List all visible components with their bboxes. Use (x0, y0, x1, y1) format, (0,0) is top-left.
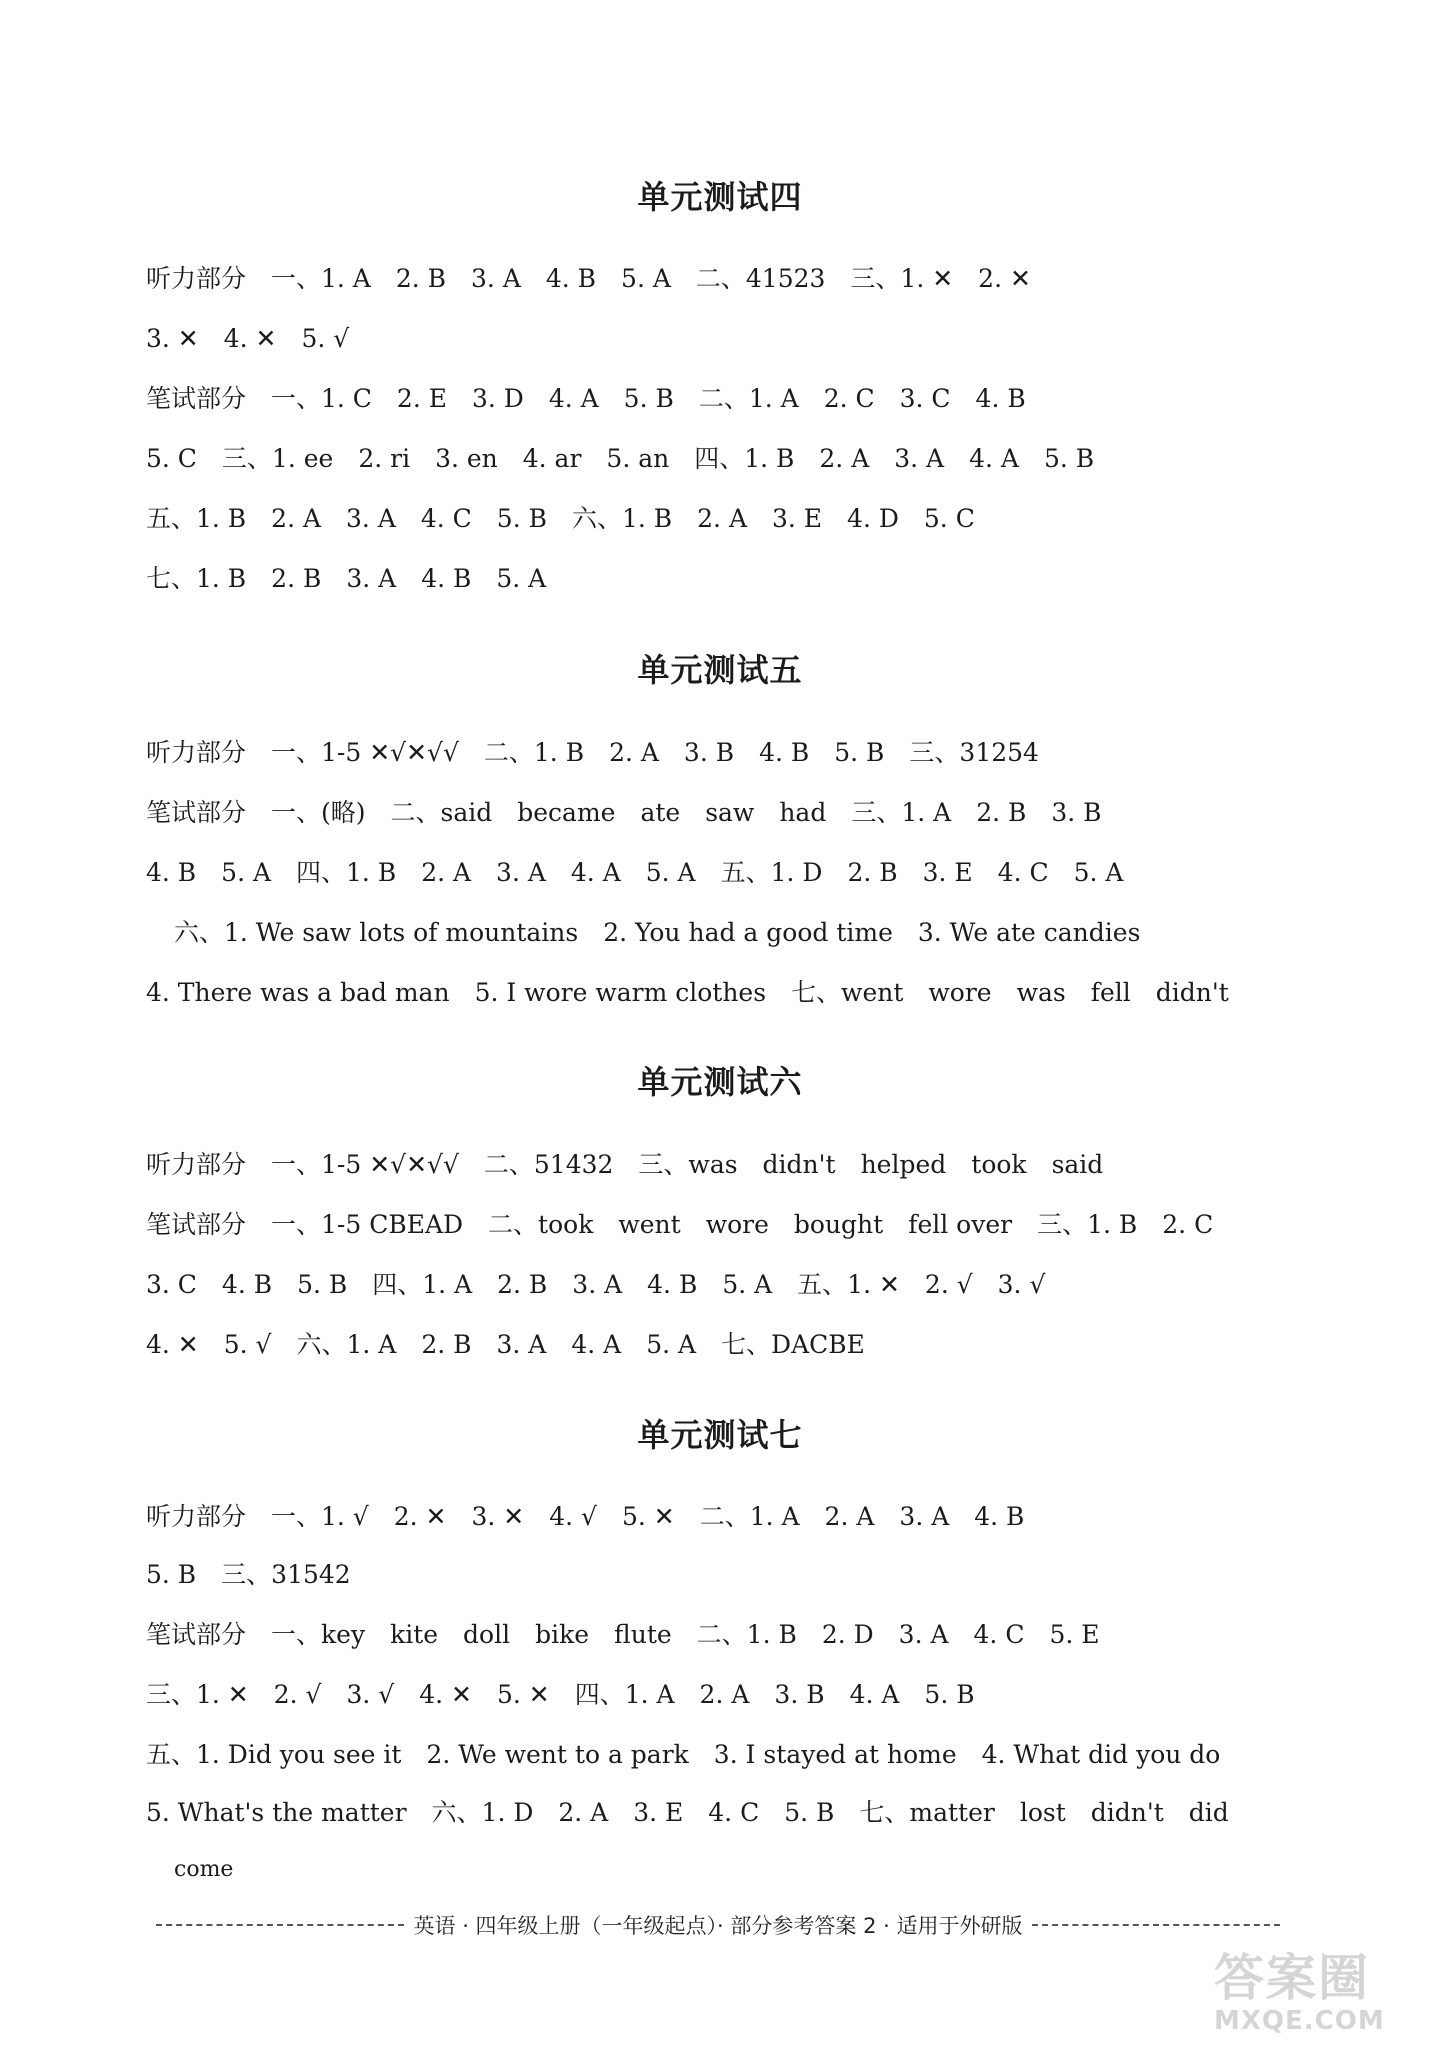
answer-line: 4. B 5. A 四、1. B 2. A 3. A 4. A 5. A 五、1. D 2. B 3. E 4. C 5. A (146, 858, 1124, 887)
answer-line: 笔试部分 一、(略) 二、said became ate saw had 三、1. A 2. B 3. B (146, 798, 1102, 827)
page-footer (146, 1910, 1290, 1940)
footer-dashed-rule-left (156, 1924, 404, 1926)
answer-line: 五、1. Did you see it 2. We went to a park 3. I stayed at home 4. What did you do (146, 1740, 1221, 1769)
answer-line: 听力部分 一、1. √ 2. ✕ 3. ✕ 4. √ 5. ✕ 二、1. A 2. A 3. A 4. B (146, 1502, 1025, 1531)
section-title-unit-test-5: 单元测试五 (637, 651, 803, 689)
answer-line: 听力部分 一、1-5 ✕√✕√√ 二、51432 三、was didn't helped took said (146, 1150, 1104, 1179)
answer-line: come (174, 1857, 234, 1882)
watermark-text-cn: 答案圈 (1214, 1949, 1370, 2007)
answer-line: 4. There was a bad man 5. I wore warm clothes 七、went wore was fell didn't (146, 978, 1229, 1007)
answer-line: 七、1. B 2. B 3. A 4. B 5. A (146, 564, 547, 593)
answer-line: 3. ✕ 4. ✕ 5. √ (146, 324, 350, 353)
watermark-text-en: MXQE.COM (1214, 2006, 1385, 2036)
answer-line: 听力部分 一、1. A 2. B 3. A 4. B 5. A 二、41523 三、1. ✕ 2. ✕ (146, 264, 1031, 293)
section-title-unit-test-7: 单元测试七 (637, 1416, 803, 1454)
answer-line: 听力部分 一、1-5 ✕√✕√√ 二、1. B 2. A 3. B 4. B 5. B 三、31254 (146, 738, 1039, 767)
watermark-logo (1214, 1950, 1424, 2050)
answer-line: 4. ✕ 5. √ 六、1. A 2. B 3. A 4. A 5. A 七、DACBE (146, 1330, 865, 1359)
section-title-unit-test-4: 单元测试四 (637, 178, 803, 216)
footer-text: 英语 · 四年级上册（一年级起点）· 部分参考答案 2 · 适用于外研版 (413, 1914, 1023, 1938)
answer-line: 笔试部分 一、key kite doll bike flute 二、1. B 2. D 3. A 4. C 5. E (146, 1620, 1100, 1649)
section-title-unit-test-6: 单元测试六 (637, 1063, 803, 1101)
answer-line: 5. B 三、31542 (146, 1560, 351, 1589)
answer-line: 笔试部分 一、1. C 2. E 3. D 4. A 5. B 二、1. A 2. C 3. C 4. B (146, 384, 1026, 413)
answer-line: 六、1. We saw lots of mountains 2. You had a good time 3. We ate candies (174, 918, 1141, 947)
answer-line: 5. What's the matter 六、1. D 2. A 3. E 4. C 5. B 七、matter lost didn't did (146, 1798, 1229, 1827)
answer-line: 五、1. B 2. A 3. A 4. C 5. B 六、1. B 2. A 3. E 4. D 5. C (146, 504, 975, 533)
answer-line: 三、1. ✕ 2. √ 3. √ 4. ✕ 5. ✕ 四、1. A 2. A 3. B 4. A 5. B (146, 1680, 975, 1709)
answer-line: 5. C 三、1. ee 2. ri 3. en 4. ar 5. an 四、1. B 2. A 3. A 4. A 5. B (146, 444, 1095, 473)
answer-line: 3. C 4. B 5. B 四、1. A 2. B 3. A 4. B 5. A 五、1. ✕ 2. √ 3. √ (146, 1270, 1046, 1299)
footer-dashed-rule-right (1032, 1924, 1280, 1926)
answer-line: 笔试部分 一、1-5 CBEAD 二、took went wore bought fell over 三、1. B 2. C (146, 1210, 1214, 1239)
